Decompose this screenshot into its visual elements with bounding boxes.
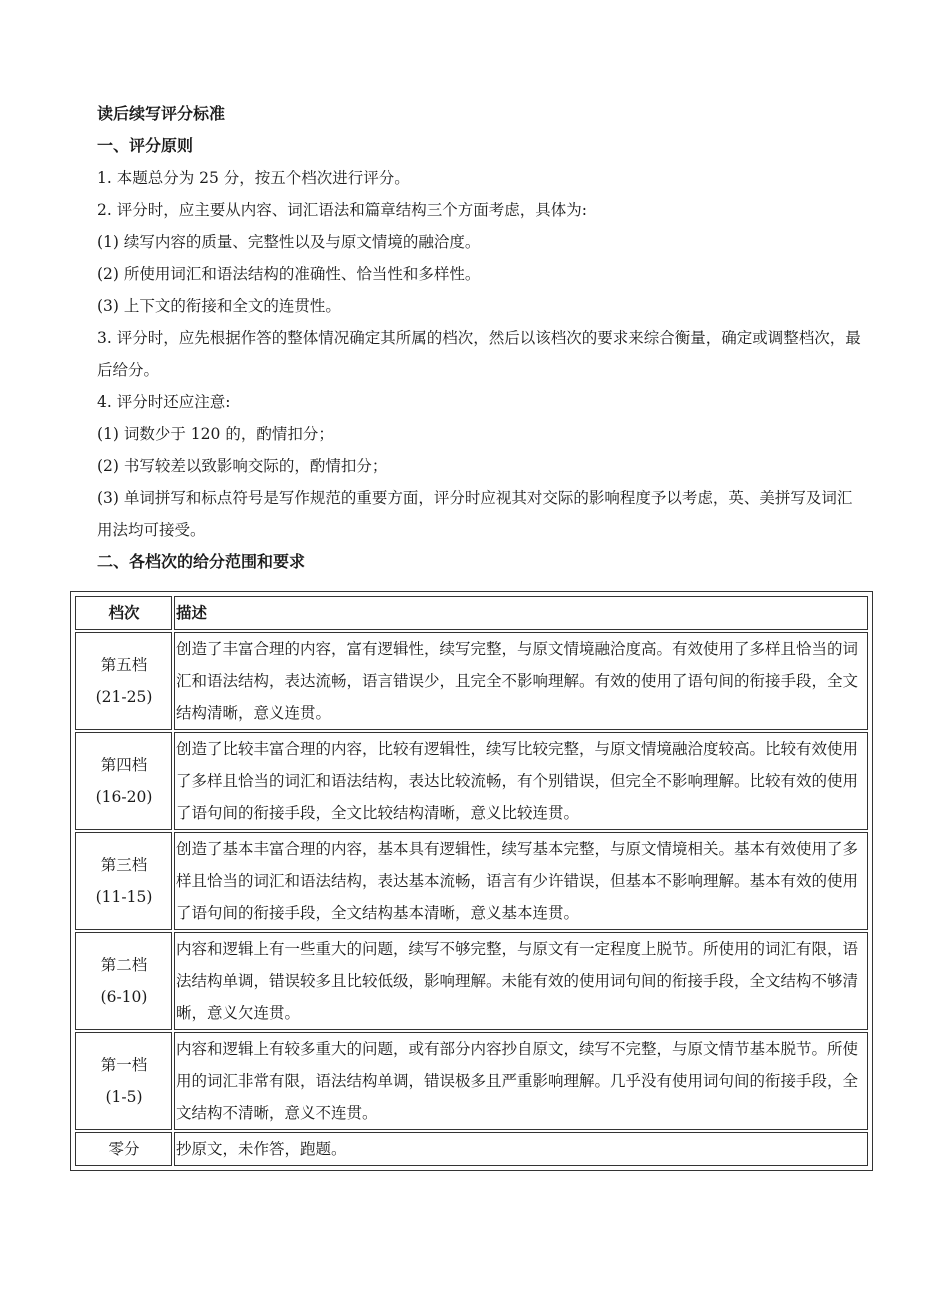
level-name: 第二档	[100, 956, 148, 974]
header-level: 档次	[75, 596, 172, 630]
level-name: 第四档	[100, 756, 148, 774]
level-range: (16-20)	[95, 788, 153, 806]
rubric-table-frame	[70, 591, 873, 1171]
principle-1: 1. 本题总分为 25 分，按五个档次进行评分。	[97, 169, 410, 187]
principle-4-item-1: (1) 词数少于 120 的，酌情扣分；	[97, 425, 334, 443]
table-row	[75, 1032, 868, 1130]
level-range: (6-10)	[100, 988, 148, 1006]
table-row	[75, 832, 868, 930]
table-row	[75, 732, 868, 830]
zero-description: 抄原文，未作答，跑题。	[174, 1132, 868, 1166]
level-range: (11-15)	[95, 888, 153, 906]
level-cell	[75, 732, 172, 830]
principle-4: 4. 评分时还应注意:	[97, 393, 231, 411]
level-range: (21-25)	[95, 688, 153, 706]
principle-3: 3. 评分时，应先根据作答的整体情况确定其所属的档次，然后以该档次的要求来综合衡量，确定或调整档次，最后给分。	[97, 329, 861, 379]
principle-4-item-2: (2) 书写较差以致影响交际的，酌情扣分；	[97, 457, 388, 475]
principle-2-item-3: (3) 上下文的衔接和全文的连贯性。	[97, 297, 341, 315]
document-page	[97, 98, 867, 1171]
document-title: 读后续写评分标准	[97, 104, 226, 123]
level-cell	[75, 1032, 172, 1130]
table-header-row	[75, 596, 868, 630]
level-name: 第五档	[100, 656, 148, 674]
level-description: 创造了基本丰富合理的内容，基本具有逻辑性，续写基本完整，与原文情境相关。基本有效使用了多样且恰当的词汇和语法结构，表达基本流畅，语言有少许错误，但基本不影响理解。基本有效的使用了语句间的衔接手段，全文结构基本清晰，意义基本连贯。	[174, 832, 868, 930]
section-heading-levels: 二、各档次的给分范围和要求	[97, 552, 306, 571]
level-cell	[75, 932, 172, 1030]
principle-2-item-1: (1) 续写内容的质量、完整性以及与原文情境的融洽度。	[97, 233, 481, 251]
level-cell	[75, 632, 172, 730]
header-description: 描述	[174, 596, 868, 630]
table-row	[75, 932, 868, 1030]
zero-level-cell: 零分	[75, 1132, 172, 1166]
level-name: 第三档	[100, 856, 148, 874]
level-range: (1-5)	[105, 1088, 143, 1106]
level-cell	[75, 832, 172, 930]
rubric-table	[73, 594, 870, 1168]
level-description: 创造了丰富合理的内容，富有逻辑性，续写完整，与原文情境融洽度高。有效使用了多样且恰当的词汇和语法结构，表达流畅，语言错误少，且完全不影响理解。有效的使用了语句间的衔接手段，全文结构清晰，意义连贯。	[174, 632, 868, 730]
principle-2-item-2: (2) 所使用词汇和语法结构的准确性、恰当性和多样性。	[97, 265, 481, 283]
level-description: 内容和逻辑上有一些重大的问题，续写不够完整，与原文有一定程度上脱节。所使用的词汇有限，语法结构单调，错误较多且比较低级，影响理解。未能有效的使用词句间的衔接手段，全文结构不够清晰，意义欠连贯。	[174, 932, 868, 1030]
table-row-zero	[75, 1132, 868, 1166]
section-heading-principles: 一、评分原则	[97, 136, 194, 155]
level-name: 第一档	[100, 1056, 148, 1074]
principle-2: 2. 评分时，应主要从内容、词汇语法和篇章结构三个方面考虑，具体为:	[97, 201, 587, 219]
table-row	[75, 632, 868, 730]
level-description: 创造了比较丰富合理的内容，比较有逻辑性，续写比较完整，与原文情境融洽度较高。比较有效使用了多样且恰当的词汇和语法结构，表达比较流畅，有个别错误，但完全不影响理解。比较有效的使用了语句间的衔接手段，全文比较结构清晰，意义比较连贯。	[174, 732, 868, 830]
level-description: 内容和逻辑上有较多重大的问题，或有部分内容抄自原文，续写不完整，与原文情节基本脱节。所使用的词汇非常有限，语法结构单调，错误极多且严重影响理解。几乎没有使用词句间的衔接手段，全文结构不清晰，意义不连贯。	[174, 1032, 868, 1130]
principle-4-item-3: (3) 单词拼写和标点符号是写作规范的重要方面，评分时应视其对交际的影响程度予以考虑，英、美拼写及词汇用法均可接受。	[97, 489, 853, 539]
